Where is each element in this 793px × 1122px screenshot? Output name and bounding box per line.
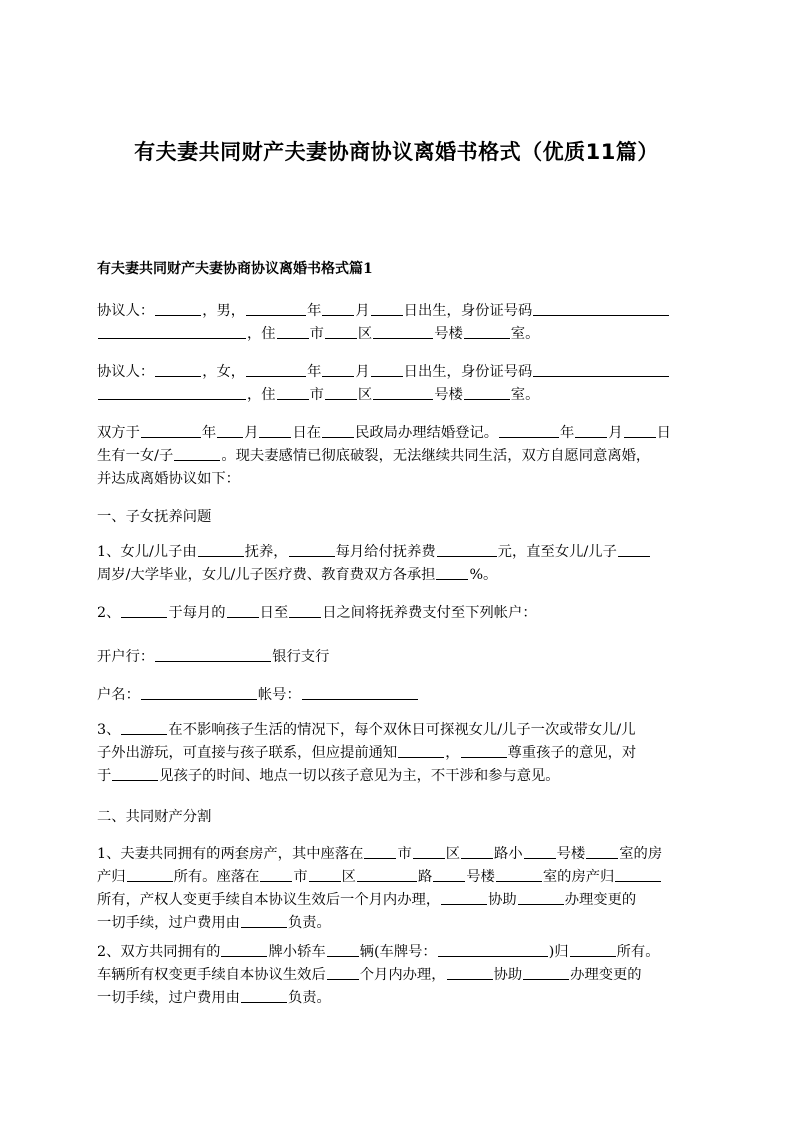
blank bbox=[322, 362, 354, 377]
blank bbox=[364, 844, 396, 859]
car-paragraph: 2、双方共同拥有的 牌小轿车 辆(车牌号： )归 所有。 车辆所有权变更手续自本协议生效后 个月内办理， 协助 办理变更的 一切手续，过户费用由 负责。 bbox=[97, 944, 660, 1006]
blank bbox=[127, 867, 173, 882]
blank bbox=[121, 603, 167, 618]
blank bbox=[433, 867, 465, 882]
blank bbox=[437, 542, 497, 557]
blank bbox=[227, 603, 259, 618]
blank bbox=[141, 423, 201, 438]
blank bbox=[325, 385, 357, 400]
visitation-paragraph: 3、 在不影响孩子生活的情况下，每个双休日可探视女儿/儿子一次或带女儿/儿 子外出游玩，可直接与孩子联系，但应提前通知 ， 尊重孩子的意见，对 于 见孩子的时间、地点一切以孩子意见为主，不干涉和参与意见。 bbox=[97, 722, 637, 784]
blank bbox=[325, 324, 357, 339]
heading-property: 二、共同财产分割 bbox=[97, 809, 212, 825]
blank bbox=[533, 301, 669, 316]
marriage-paragraph: 双方于 年 月 日在 民政局办理结婚登记。 年 月 日 生有一女/子 。现夫妻感情已彻底破裂，无法继续共同生活，双方自愿同意离婚， 并达成离婚协议如下： bbox=[97, 425, 671, 487]
blank bbox=[464, 324, 510, 339]
blank bbox=[496, 867, 542, 882]
blank bbox=[259, 423, 291, 438]
blank bbox=[373, 324, 433, 339]
blank bbox=[155, 362, 201, 377]
blank bbox=[155, 647, 271, 662]
blank bbox=[98, 324, 246, 339]
blank bbox=[371, 301, 403, 316]
blank bbox=[570, 942, 616, 957]
blank bbox=[518, 890, 564, 905]
blank bbox=[277, 324, 309, 339]
blank bbox=[198, 542, 244, 557]
blank bbox=[289, 603, 321, 618]
blank bbox=[624, 423, 656, 438]
heading-child-support: 一、子女抚养问题 bbox=[97, 509, 212, 525]
blank bbox=[260, 867, 292, 882]
bank-paragraph: 开户行： 银行支行 bbox=[97, 649, 330, 665]
blank bbox=[441, 890, 487, 905]
party-paragraph-female: 协议人： ，女， 年 月 日出生，身份证号码 ，住 市 区 号楼 室。 bbox=[97, 361, 707, 407]
blank bbox=[586, 844, 618, 859]
blank bbox=[327, 965, 359, 980]
blank bbox=[309, 867, 341, 882]
blank bbox=[217, 423, 243, 438]
blank bbox=[98, 385, 246, 400]
payment-paragraph: 2、 于每月的 日至 日之间将抚养费支付至下列帐户： bbox=[97, 605, 537, 621]
blank bbox=[174, 446, 220, 461]
blank bbox=[327, 942, 359, 957]
blank bbox=[141, 685, 257, 700]
blank bbox=[112, 766, 158, 781]
blank bbox=[523, 965, 569, 980]
blank bbox=[246, 362, 306, 377]
blank bbox=[618, 542, 650, 557]
blank bbox=[371, 362, 403, 377]
house-paragraph: 1、夫妻共同拥有的两套房产，其中座落在 市 区 路小 号楼 室的房 产归 所有。座落在 市 区 路 号楼 室的房产归 所有，产权人变更手续自本协议生效后一个月内办理， 协助 办理变更的 一切手续，过户费用由 负责。 bbox=[97, 846, 663, 931]
blank bbox=[277, 385, 309, 400]
blank bbox=[322, 301, 354, 316]
party-paragraph-male: 协议人： ，男， 年 月 日出生，身份证号码 ，住 市 区 号楼 室。 bbox=[97, 300, 707, 346]
blank bbox=[447, 965, 493, 980]
blank bbox=[436, 565, 468, 580]
blank bbox=[499, 423, 559, 438]
blank bbox=[438, 942, 548, 957]
blank bbox=[302, 685, 418, 700]
blank bbox=[615, 867, 661, 882]
blank bbox=[533, 362, 669, 377]
blank bbox=[398, 743, 444, 758]
blank bbox=[241, 913, 287, 928]
blank bbox=[241, 988, 287, 1003]
blank bbox=[221, 942, 267, 957]
blank bbox=[413, 844, 445, 859]
blank bbox=[322, 423, 354, 438]
blank bbox=[246, 301, 306, 316]
blank bbox=[464, 385, 510, 400]
document-title: 有夫妻共同财产夫妻协商协议离婚书格式（优质11篇） bbox=[134, 140, 659, 164]
blank bbox=[524, 844, 556, 859]
blank bbox=[461, 743, 507, 758]
blank bbox=[461, 844, 493, 859]
blank bbox=[373, 385, 433, 400]
blank bbox=[289, 542, 335, 557]
account-paragraph: 户名： 帐号： bbox=[97, 684, 707, 707]
custody-paragraph: 1、女儿/儿子由 抚养， 每月给付抚养费 元，直至女儿/儿子 周岁/大学毕业，女儿/儿子医疗费、教育费双方各承担 %。 bbox=[97, 541, 707, 587]
blank bbox=[155, 301, 201, 316]
blank bbox=[357, 867, 417, 882]
blank bbox=[121, 720, 167, 735]
blank bbox=[575, 423, 607, 438]
section-title: 有夫妻共同财产夫妻协商协议离婚书格式篇1 bbox=[97, 261, 373, 277]
